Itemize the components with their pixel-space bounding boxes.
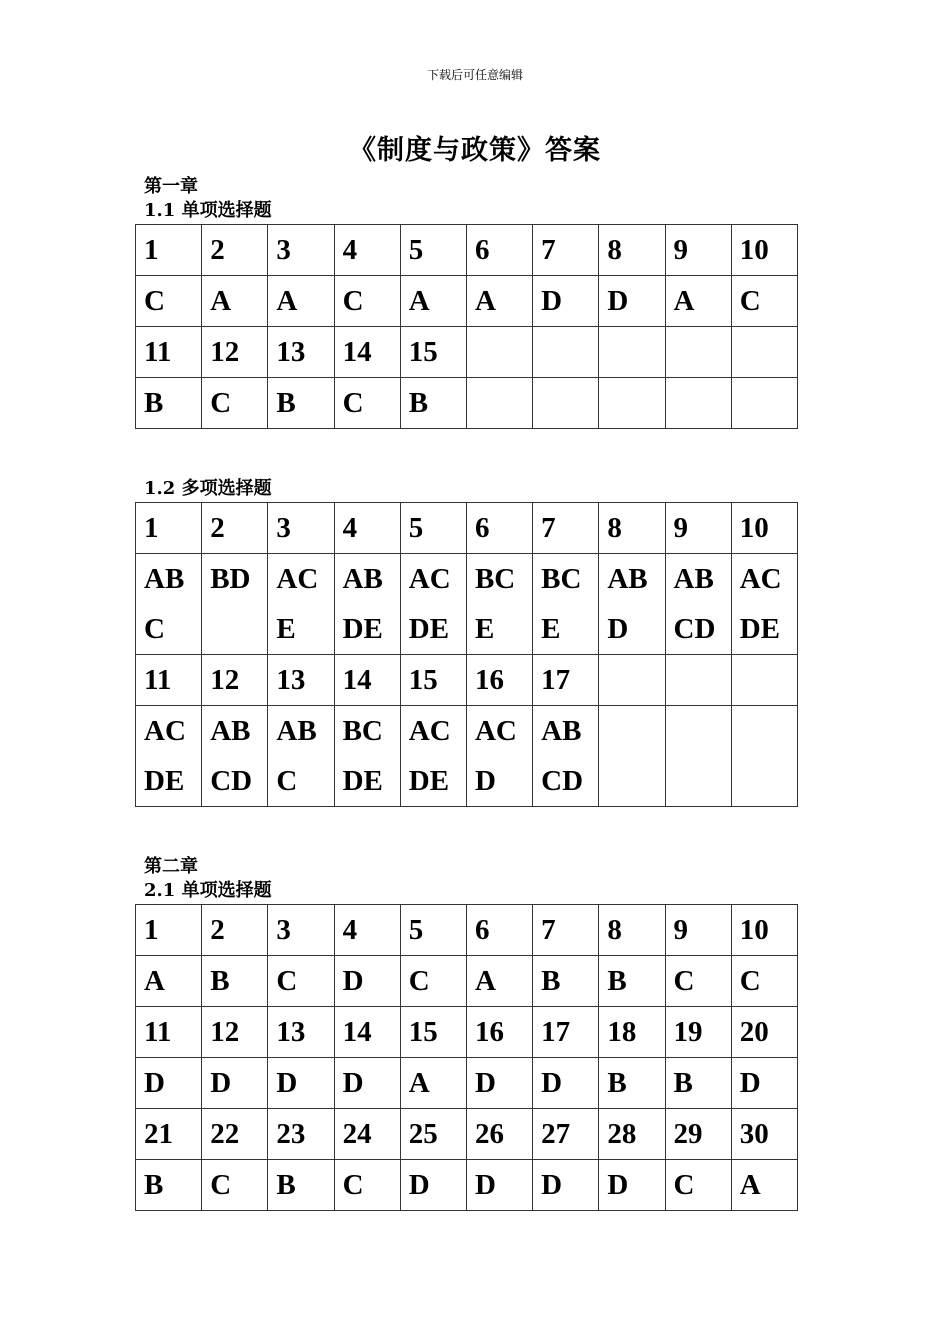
question-number-cell: 3 [268,503,334,554]
question-number-cell: 6 [466,503,532,554]
question-number-cell: 2 [202,905,268,956]
answer-cell: D [731,1058,797,1109]
answer-cell: B [533,956,599,1007]
answer-table-1-2 [135,502,798,807]
answer-cell: ABCD [202,706,268,807]
question-number-cell: 30 [731,1109,797,1160]
question-number-cell: 26 [466,1109,532,1160]
answer-cell: ABCD [533,706,599,807]
question-number-cell: 7 [533,225,599,276]
question-number-cell: 20 [731,1007,797,1058]
answer-cell: B [268,1160,334,1211]
question-number-cell: 10 [731,905,797,956]
answer-cell: D [136,1058,202,1109]
answer-cell: ABC [268,706,334,807]
answer-cell: B [136,1160,202,1211]
answer-cell: D [268,1058,334,1109]
answer-cell [599,706,665,807]
question-number-cell: 9 [665,503,731,554]
answer-cell: ACDE [400,554,466,655]
question-number-cell: 7 [533,905,599,956]
question-number-cell: 10 [731,503,797,554]
question-number-cell: 2 [202,503,268,554]
answer-cell: BCE [466,554,532,655]
question-number-cell [599,655,665,706]
question-number-row [136,503,798,554]
question-number-cell: 7 [533,503,599,554]
question-number-cell: 9 [665,225,731,276]
answer-cell: C [665,956,731,1007]
answer-cell: B [400,378,466,429]
question-number-cell [665,327,731,378]
answer-cell: D [599,1160,665,1211]
question-number-cell: 13 [268,327,334,378]
question-number-cell: 6 [466,225,532,276]
answer-cell: A [400,1058,466,1109]
answer-cell: C [268,956,334,1007]
answer-cell: C [665,1160,731,1211]
answer-table-1-1 [135,224,798,429]
question-number-cell: 29 [665,1109,731,1160]
answer-cell: A [466,956,532,1007]
question-number-cell: 5 [400,905,466,956]
answer-cell: D [533,276,599,327]
answer-cell: B [136,378,202,429]
answer-cell: B [202,956,268,1007]
question-number-cell: 13 [268,1007,334,1058]
answer-cell: ACDE [731,554,797,655]
answer-cell: A [136,956,202,1007]
question-number-cell [599,327,665,378]
answer-cell: ACDE [400,706,466,807]
answer-cell: C [334,378,400,429]
answer-cell: C [731,276,797,327]
question-number-cell: 4 [334,503,400,554]
question-number-cell [731,655,797,706]
answer-cell: ABD [599,554,665,655]
answer-row [136,1160,798,1211]
question-number-cell: 13 [268,655,334,706]
answer-cell: B [599,956,665,1007]
question-number-cell: 14 [334,655,400,706]
question-number-cell [665,655,731,706]
answer-cell: B [599,1058,665,1109]
question-number-cell: 10 [731,225,797,276]
answer-cell: ABC [136,554,202,655]
answer-cell: A [466,276,532,327]
question-number-cell: 19 [665,1007,731,1058]
chapter-1-heading: 第一章 [144,176,198,197]
question-number-cell: 12 [202,655,268,706]
answer-cell: BD [202,554,268,655]
answer-cell: ACDE [136,706,202,807]
answer-cell: A [268,276,334,327]
question-number-cell: 18 [599,1007,665,1058]
question-number-row [136,1007,798,1058]
question-number-cell: 16 [466,655,532,706]
answer-cell: A [665,276,731,327]
question-number-cell: 5 [400,503,466,554]
question-number-cell: 1 [136,905,202,956]
answer-cell: D [599,276,665,327]
answer-cell [731,706,797,807]
question-number-cell: 4 [334,905,400,956]
document-title: 《制度与政策》答案 [349,135,601,166]
question-number-row [136,225,798,276]
question-number-cell: 23 [268,1109,334,1160]
answer-cell: ABDE [334,554,400,655]
question-number-row [136,655,798,706]
question-number-cell: 17 [533,1007,599,1058]
answer-cell: D [202,1058,268,1109]
answer-cell [599,378,665,429]
question-number-cell: 15 [400,655,466,706]
section-1-2-heading: 1.2 多项选择题 [144,478,272,499]
question-number-cell: 1 [136,225,202,276]
answer-cell: BCDE [334,706,400,807]
answer-cell: ABCD [665,554,731,655]
question-number-cell: 8 [599,225,665,276]
answer-cell: C [202,1160,268,1211]
question-number-cell: 28 [599,1109,665,1160]
question-number-cell: 11 [136,1007,202,1058]
answer-cell: D [466,1160,532,1211]
answer-cell: A [731,1160,797,1211]
answer-cell: C [400,956,466,1007]
chapter-2-heading: 第二章 [144,856,198,877]
answer-cell [665,706,731,807]
answer-cell: B [665,1058,731,1109]
section-1-1-heading: 1.1 单项选择题 [144,200,272,221]
answer-cell [533,378,599,429]
question-number-cell [731,327,797,378]
question-number-cell: 6 [466,905,532,956]
question-number-cell: 8 [599,905,665,956]
answer-cell: D [533,1160,599,1211]
answer-row [136,706,798,807]
question-number-row [136,327,798,378]
answer-cell [731,378,797,429]
answer-table-2-1 [135,904,798,1211]
question-number-cell: 3 [268,905,334,956]
question-number-cell: 15 [400,1007,466,1058]
answer-cell: C [202,378,268,429]
question-number-cell: 14 [334,327,400,378]
question-number-cell: 9 [665,905,731,956]
question-number-cell: 8 [599,503,665,554]
answer-row [136,276,798,327]
answer-cell: C [136,276,202,327]
answer-cell: ACD [466,706,532,807]
answer-row [136,956,798,1007]
question-number-row [136,1109,798,1160]
question-number-cell: 24 [334,1109,400,1160]
answer-cell [466,378,532,429]
question-number-cell [533,327,599,378]
answer-cell: ACE [268,554,334,655]
question-number-cell: 12 [202,327,268,378]
answer-cell: D [533,1058,599,1109]
answer-cell: A [400,276,466,327]
question-number-cell: 16 [466,1007,532,1058]
section-2-1-heading: 2.1 单项选择题 [144,880,272,901]
question-number-cell: 5 [400,225,466,276]
answer-cell: C [334,1160,400,1211]
answer-cell: A [202,276,268,327]
question-number-cell: 3 [268,225,334,276]
question-number-cell [466,327,532,378]
question-number-cell: 1 [136,503,202,554]
answer-cell: D [466,1058,532,1109]
question-number-cell: 17 [533,655,599,706]
answer-cell [665,378,731,429]
question-number-cell: 11 [136,655,202,706]
answer-row [136,1058,798,1109]
question-number-cell: 25 [400,1109,466,1160]
question-number-cell: 14 [334,1007,400,1058]
answer-cell: B [268,378,334,429]
question-number-cell: 21 [136,1109,202,1160]
question-number-cell: 15 [400,327,466,378]
question-number-cell: 22 [202,1109,268,1160]
question-number-cell: 12 [202,1007,268,1058]
answer-row [136,554,798,655]
question-number-cell: 11 [136,327,202,378]
answer-cell: C [334,276,400,327]
header-note: 下载后可任意编辑 [426,68,523,82]
question-number-cell: 4 [334,225,400,276]
answer-cell: D [400,1160,466,1211]
answer-cell: D [334,956,400,1007]
question-number-row [136,905,798,956]
answer-cell: BCE [533,554,599,655]
answer-cell: D [334,1058,400,1109]
question-number-cell: 27 [533,1109,599,1160]
answer-row [136,378,798,429]
answer-cell: C [731,956,797,1007]
question-number-cell: 2 [202,225,268,276]
